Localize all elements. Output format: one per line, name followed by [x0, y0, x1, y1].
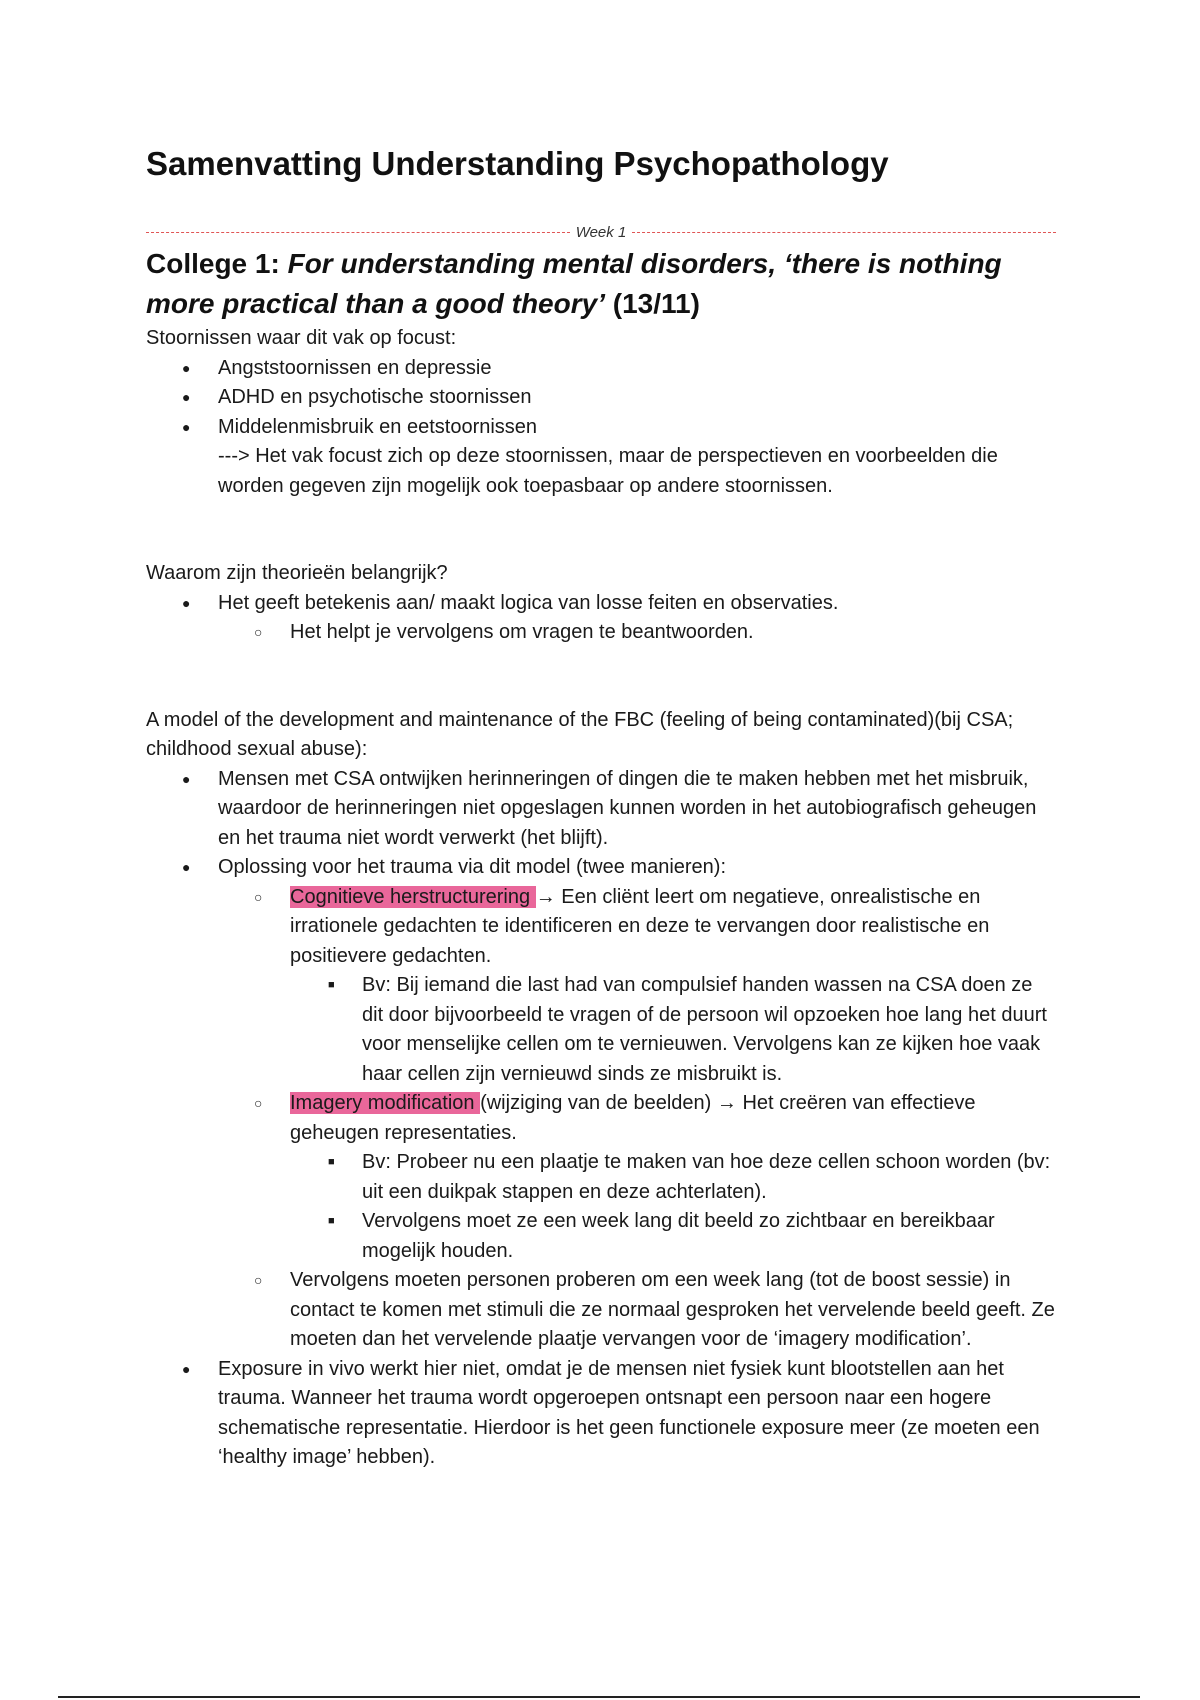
list-item-text: Oplossing voor het trauma via dit model (twee manieren): [218, 856, 727, 878]
disorder-list [146, 354, 1056, 502]
solution-sublist [146, 883, 1056, 1355]
list-item: ● Exposure in vivo werkt hier niet, omdat je de mensen niet fysiek kunt blootstellen aan het trauma. Wanneer het trauma wordt opgeroepen ontsnapt een persoon naar een hogere schematische representatie. Hierdoor is het geen functionele exposure meer (ze moeten een ‘healthy image’ hebben). [146, 1355, 1056, 1473]
section1-intro: Stoornissen waar dit vak op focust: [146, 327, 457, 349]
list-item: ● ADHD en psychotische stoornissen [146, 383, 1056, 413]
list-item: ○ Vervolgens moeten personen proberen om een week lang (tot de boost sessie) in contact te komen met stimuli die ze normaal gesproken het vervelende beeld geeft. Ze moeten dan het vervelende plaatje vervangen voor de ‘imagery modification’. [218, 1266, 1056, 1355]
week-divider [146, 222, 1056, 242]
highlight-cognitive-restructuring: Cognitieve herstructurering [290, 885, 536, 908]
example-list [218, 971, 1056, 1089]
list-item-text: Middelenmisbruik en eetstoornissen [218, 415, 538, 438]
list-item [218, 883, 1056, 1090]
divider-line-right [632, 232, 1056, 233]
list-item: ○ Het helpt je vervolgens om vragen te beantwoorden. [218, 618, 1056, 648]
college-date: (13/11) [604, 288, 700, 319]
list-item-text: Het geeft betekenis aan/ maakt logica van losse feiten en observaties. [218, 591, 839, 614]
example-list [218, 1148, 1056, 1266]
college-italic-title: For understanding mental disorders, ‘there is nothing more practical than a good theory’ [146, 248, 1002, 319]
theory-sublist [146, 618, 1056, 648]
document-title: Samenvatting Understanding Psychopathology [146, 145, 889, 182]
focus-note: ---> Het vak focust zich op deze stoornissen, maar de perspectieven en voorbeelden die worden gegeven zijn mogelijk ook toepasbaar op andere stoornissen. [218, 445, 998, 497]
list-item: ■ Bv: Bij iemand die last had van compulsief handen wassen na CSA doen ze dit door bijvoorbeeld te vragen of de persoon wil opzoeken hoe lang het duurt voor menselijke cellen om te vernieuwen. Vervolgens kan ze kijken hoe vaak haar cellen zijn vernieuwd sinds ze misbruikt is. [290, 971, 1056, 1089]
list-item [146, 589, 1056, 648]
list-item [218, 1089, 1056, 1266]
list-item: ● Mensen met CSA ontwijken herinneringen of dingen die te maken hebben met het misbruik, waardoor de herinneringen niet opgeslagen kunnen worden in het autobiografisch geheugen en het trauma niet wordt verwerkt (het blijft). [146, 765, 1056, 854]
divider-line-left [146, 232, 570, 233]
highlight-imagery-modification: Imagery modification [290, 1092, 481, 1114]
college-heading [146, 244, 1056, 324]
list-item: ■ Bv: Probeer nu een plaatje te maken van hoe deze cellen schoon worden (bv: uit een duikpak stappen en deze achterlaten). [290, 1148, 1056, 1207]
model-list [146, 765, 1056, 1473]
document-page [146, 140, 1056, 1473]
theory-list [146, 589, 1056, 648]
college-prefix: College 1: [146, 248, 288, 279]
list-item [146, 413, 1056, 502]
list-item [146, 853, 1056, 1355]
week-label: Week 1 [575, 223, 627, 241]
list-item-text: (wijziging van de beelden) → Het creëren van effectieve geheugen representaties. [290, 1092, 976, 1144]
list-item-text: → Een cliënt leert om negatieve, onrealistische en irrationele gedachten te identificeren en deze te vervangen door realistische en positievere gedachten. [290, 885, 990, 967]
footer-rule [58, 1696, 1140, 1698]
list-item: ■ Vervolgens moet ze een week lang dit beeld zo zichtbaar en bereikbaar mogelijk houden. [290, 1207, 1056, 1266]
section2-intro: Waarom zijn theorieën belangrijk? [146, 562, 448, 584]
section3-intro: A model of the development and maintenance of the FBC (feeling of being contaminated)(bij CSA; childhood sexual abuse): [146, 708, 1014, 760]
list-item: ● Angststoornissen en depressie [146, 354, 1056, 384]
